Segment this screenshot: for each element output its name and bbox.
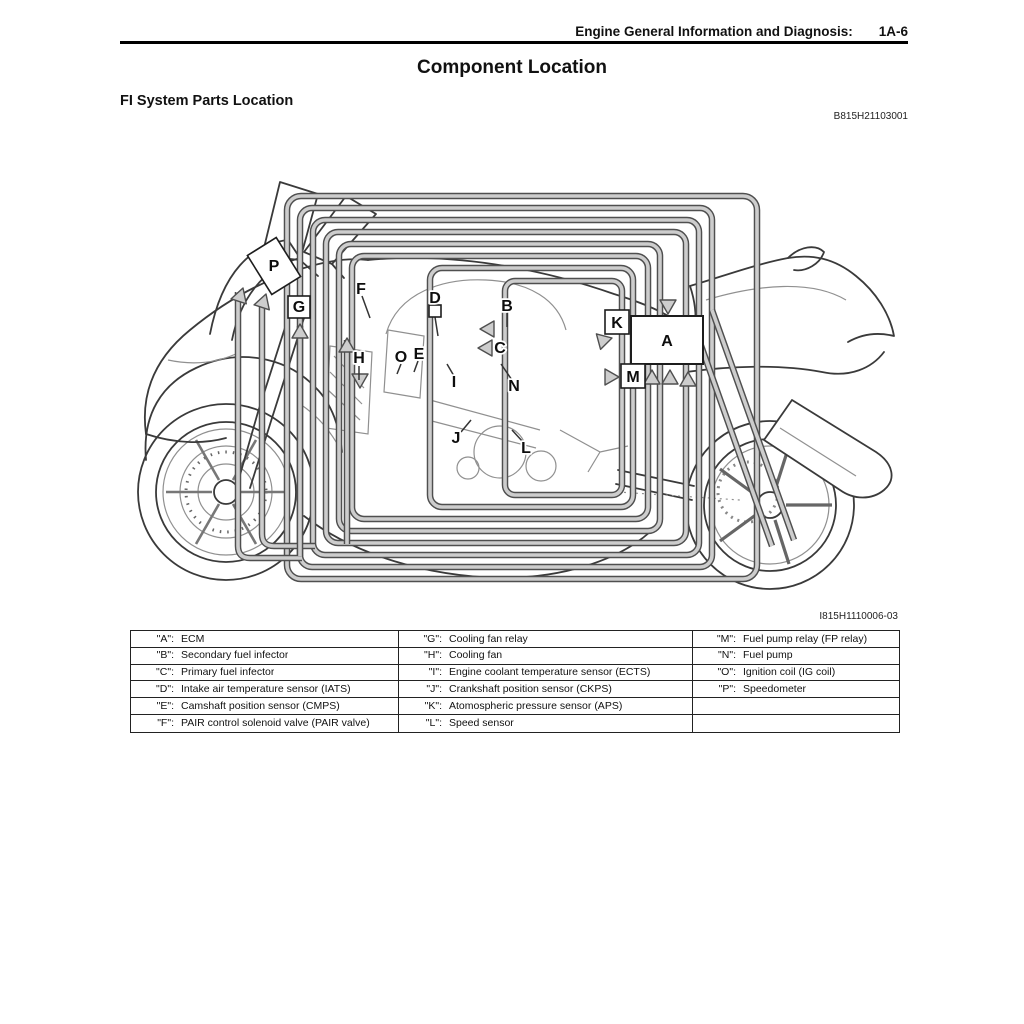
table-cell — [131, 681, 398, 698]
table-cell-description: Engine coolant temperature sensor (ECTS) — [449, 666, 651, 679]
table-cell-description: Cooling fan — [449, 649, 503, 662]
table-cell-label: "D": — [156, 682, 174, 695]
table-cell — [399, 648, 692, 665]
table-cell — [693, 648, 899, 665]
callout-letter-M: M — [626, 369, 640, 386]
table-cell-label: "I": — [428, 666, 442, 679]
table-cell — [693, 665, 899, 682]
callout-letter-E: E — [413, 346, 425, 363]
table-cell-description: Fuel pump — [743, 649, 793, 662]
callout-letter-A: A — [661, 333, 673, 350]
table-cell-label: "C": — [156, 666, 174, 679]
table-cell-description: PAIR control solenoid valve (PAIR valve) — [181, 716, 370, 729]
table-cell-label: "K": — [424, 699, 442, 712]
table-cell-description: Fuel pump relay (FP relay) — [743, 632, 868, 645]
table-cell-label: "B": — [156, 649, 174, 662]
parts-table-column-3 — [693, 631, 899, 732]
callout-letter-O: O — [394, 349, 408, 366]
table-cell-label: "M": — [716, 632, 736, 645]
table-cell-label: "N": — [718, 649, 736, 662]
callout-letter-N: N — [508, 378, 520, 395]
header-page-number: 1A-6 — [878, 24, 908, 39]
table-cell-description: Speed sensor — [449, 716, 514, 729]
table-cell-description: Cooling fan relay — [449, 632, 528, 645]
table-cell — [399, 715, 692, 732]
table-cell — [399, 698, 692, 715]
table-cell — [693, 631, 899, 648]
callout-letter-J: J — [451, 430, 461, 447]
table-cell-label: "F": — [157, 716, 174, 729]
table-cell-description: Primary fuel infector — [181, 666, 275, 679]
table-cell-label: "A": — [156, 632, 174, 645]
table-cell — [693, 681, 899, 698]
parts-table-column-1 — [131, 631, 399, 732]
table-cell-description: Crankshaft position sensor (CKPS) — [449, 682, 612, 695]
table-cell — [131, 665, 398, 682]
callout-letter-B: B — [501, 298, 513, 315]
table-cell-description: Ignition coil (IG coil) — [743, 666, 836, 679]
table-cell — [131, 715, 398, 732]
table-cell-label: "E": — [156, 699, 174, 712]
subsection-title: FI System Parts Location — [120, 93, 294, 109]
table-cell-description: Camshaft position sensor (CMPS) — [181, 699, 340, 712]
figure-code: I815H1110006-03 — [819, 611, 898, 622]
table-cell-label: "P": — [718, 682, 736, 695]
table-cell — [131, 631, 398, 648]
parts-table-column-2 — [399, 631, 693, 732]
table-cell — [693, 715, 899, 732]
table-cell-description: Secondary fuel infector — [181, 649, 289, 662]
table-cell-label: "G": — [423, 632, 442, 645]
table-cell-description: Speedometer — [743, 682, 807, 695]
table-cell-label: "O": — [717, 666, 736, 679]
header-title: Engine General Information and Diagnosis: — [575, 24, 853, 39]
table-cell — [131, 698, 398, 715]
callout-letter-K: K — [611, 315, 623, 332]
table-cell-description: Atomospheric pressure sensor (APS) — [449, 699, 623, 712]
callout-letter-F: F — [356, 281, 366, 298]
callout-letter-I: I — [451, 374, 457, 391]
document-code: B815H21103001 — [833, 111, 908, 122]
table-cell-description: Intake air temperature sensor (IATS) — [181, 682, 351, 695]
table-cell — [399, 665, 692, 682]
section-title: Component Location — [417, 57, 607, 78]
callout-letter-D: D — [429, 290, 441, 307]
callout-letter-H: H — [353, 350, 365, 367]
table-cell — [131, 648, 398, 665]
callout-letter-P: P — [268, 258, 280, 275]
table-cell-label: "L": — [425, 716, 442, 729]
callout-connectors — [359, 296, 523, 442]
callout-letter-G: G — [292, 299, 306, 316]
table-cell-label: "J": — [426, 682, 442, 695]
table-cell-description: ECM — [181, 632, 205, 645]
parts-table — [130, 630, 900, 733]
callout-letter-L: L — [521, 440, 531, 457]
table-cell — [399, 631, 692, 648]
table-cell — [399, 681, 692, 698]
table-cell — [693, 698, 899, 715]
table-cell-label: "H": — [424, 649, 442, 662]
callout-letter-C: C — [494, 340, 506, 357]
